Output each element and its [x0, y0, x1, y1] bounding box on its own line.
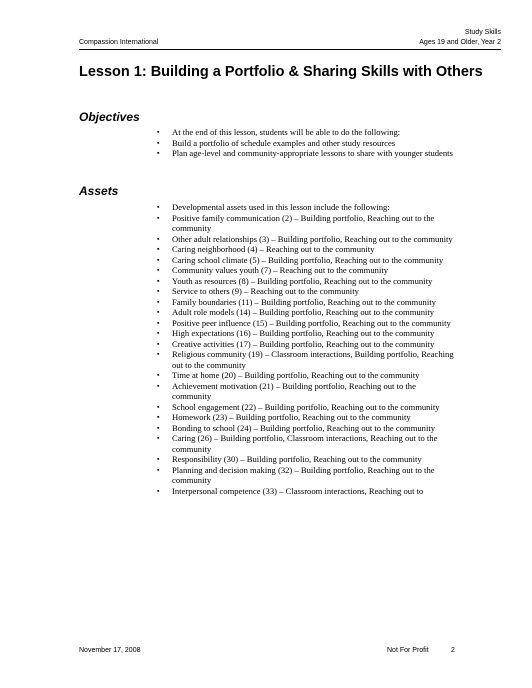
bullet-icon: ▪ [157, 339, 160, 348]
list-item-text: High expectations (16) – Building portfolio, Reaching out to the community [172, 328, 435, 338]
bullet-icon: ▪ [157, 413, 160, 421]
list-item-text: Caring neighborhood (4) – Reaching out to the community [172, 244, 375, 254]
list-item-text: At the end of this lesson, students will be able to do the following: [172, 127, 401, 137]
list-item [157, 339, 457, 350]
bullet-icon: ▪ [157, 128, 160, 136]
list-item-text: Homework (23) – Building portfolio, Reaching out to the community [172, 412, 411, 422]
header-organization: Compassion International [79, 39, 159, 46]
bullet-icon: ▪ [157, 381, 160, 390]
list-item [157, 244, 457, 255]
lesson-title: Lesson 1: Building a Portfolio & Sharing Skills with Others [79, 64, 483, 80]
header-right [419, 28, 501, 48]
list-item-text: Religious community (19) – Classroom interactions, Building portfolio, Reaching out to the community [172, 349, 454, 370]
list-item [157, 486, 457, 497]
list-item-text: Other adult relationships (3) – Building portfolio, Reaching out to the community [172, 233, 453, 244]
list-item-text: Time at home (20) – Building portfolio, Reaching out to the community [172, 370, 420, 380]
bullet-icon: ▪ [157, 234, 160, 243]
list-item [157, 454, 457, 465]
bullet-icon: ▪ [157, 402, 160, 411]
list-item [157, 433, 457, 454]
footer-date: November 17, 2008 [79, 647, 141, 654]
list-item [157, 465, 457, 486]
bullet-icon: ▪ [157, 350, 160, 358]
list-item-text: Creative activities (17) – Building portfolio, Reaching out to the community [172, 338, 435, 349]
list-item-text: Youth as resources (8) – Building portfolio, Reaching out to the community [172, 275, 433, 286]
header-subject: Study Skills [464, 29, 501, 36]
bullet-icon: ▪ [157, 287, 160, 295]
bullet-icon: ▪ [157, 371, 160, 379]
list-item [157, 349, 457, 370]
bullet-icon: ▪ [157, 465, 160, 474]
list-item-text: Developmental assets used in this lesson include the following: [172, 202, 390, 212]
list-item-text: Family boundaries (11) – Building portfolio, Reaching out to the community [172, 296, 436, 307]
list-item [157, 255, 457, 266]
list-item [157, 265, 457, 276]
bullet-icon: ▪ [157, 486, 160, 495]
list-item [157, 286, 457, 297]
bullet-icon: ▪ [157, 423, 160, 432]
list-item-text: Community values youth (7) – Reaching out to the community [172, 265, 389, 275]
list-item-text: Planning and decision making (32) – Building portfolio, Reaching out to the community [172, 464, 435, 485]
list-item-text: Interpersonal competence (33) – Classroom interactions, Reaching out to [172, 485, 424, 496]
header-audience: Ages 19 and Older, Year 2 [419, 39, 501, 46]
list-item [157, 202, 457, 213]
list-item [157, 318, 457, 329]
list-item [157, 148, 457, 159]
assets-heading: Assets [79, 184, 119, 198]
list-item-text: Service to others (9) – Reaching out to the community [172, 286, 359, 296]
list-item [157, 423, 457, 434]
bullet-icon: ▪ [157, 245, 160, 253]
objectives-heading: Objectives [79, 110, 140, 124]
bullet-icon: ▪ [157, 297, 160, 306]
list-item-text: Adult role models (14) – Building portfolio, Reaching out to the community [172, 307, 435, 317]
header-divider [79, 49, 501, 50]
assets-list [157, 202, 457, 496]
bullet-icon: ▪ [157, 455, 160, 463]
bullet-icon: ▪ [157, 149, 160, 157]
list-item-text: Responsibility (30) – Building portfolio, Reaching out to the community [172, 454, 422, 464]
list-item [157, 370, 457, 381]
list-item-text: Plan age-level and community-appropriate lessons to share with younger students [172, 148, 453, 158]
list-item-text: Achievement motivation (21) – Building portfolio, Reaching out to the community [172, 380, 416, 401]
bullet-icon: ▪ [157, 329, 160, 337]
list-item-text: Positive peer influence (15) – Building portfolio, Reaching out to the community [172, 317, 451, 328]
list-item [157, 234, 457, 245]
list-item [157, 412, 457, 423]
footer-page-number: 2 [451, 647, 455, 654]
bullet-icon: ▪ [157, 213, 160, 222]
bullet-icon: ▪ [157, 318, 160, 327]
list-item-text: Caring (26) – Building portfolio, Classroom interactions, Reaching out to the community [172, 433, 438, 454]
bullet-icon: ▪ [157, 266, 160, 274]
bullet-icon: ▪ [157, 203, 160, 211]
list-item [157, 328, 457, 339]
list-item-text: Positive family communication (2) – Building portfolio, Reaching out to the community [172, 212, 435, 233]
list-item [157, 402, 457, 413]
list-item [157, 138, 457, 149]
bullet-icon: ▪ [157, 434, 160, 442]
list-item-text: Build a portfolio of schedule examples and other study resources [172, 137, 396, 148]
list-item-text: Caring school climate (5) – Building portfolio, Reaching out to the community [172, 254, 444, 265]
list-item [157, 381, 457, 402]
bullet-icon: ▪ [157, 255, 160, 264]
list-item-text: School engagement (22) – Building portfolio, Reaching out to the community [172, 401, 440, 412]
bullet-icon: ▪ [157, 276, 160, 285]
list-item [157, 297, 457, 308]
bullet-icon: ▪ [157, 308, 160, 316]
bullet-icon: ▪ [157, 138, 160, 147]
list-item [157, 213, 457, 234]
list-item [157, 276, 457, 287]
list-item [157, 307, 457, 318]
objectives-list [157, 127, 457, 159]
list-item-text: Bonding to school (24) – Building portfolio, Reaching out to the community [172, 422, 436, 433]
list-item [157, 127, 457, 138]
footer-notice: Not For Profit [387, 647, 429, 654]
